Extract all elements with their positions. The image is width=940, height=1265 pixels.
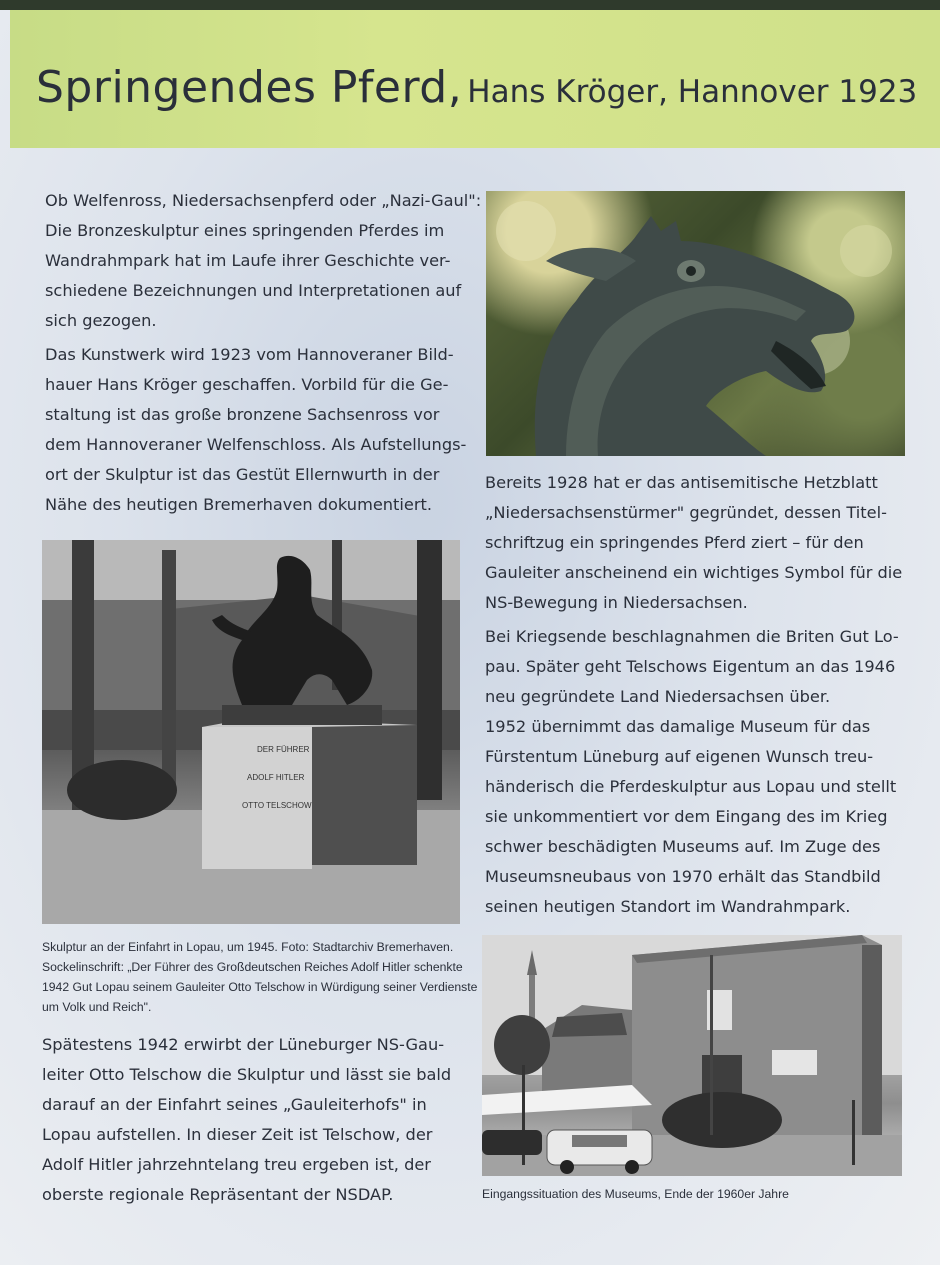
pedestal-line-1: DER FÜHRER <box>257 745 310 754</box>
text-line: schiedene Bezeichnungen und Interpretationen auf <box>45 281 462 300</box>
text-line: oberste regionale Repräsentant der NSDAP. <box>42 1185 394 1204</box>
pedestal-line-2: ADOLF HITLER <box>247 773 305 782</box>
text-line: schriftzug ein springendes Pferd ziert – für den <box>485 533 864 552</box>
top-dark-band <box>0 0 940 10</box>
museum-entrance-photo <box>482 935 902 1176</box>
text-line: Nähe des heutigen Bremerhaven dokumentiert. <box>45 495 433 514</box>
text-line: Adolf Hitler jahrzehntelang treu ergeben ist, der <box>42 1155 431 1174</box>
text-line: „Niedersachsenstürmer" gegründet, dessen Titel- <box>485 503 887 522</box>
museum-scene-drawing <box>482 935 902 1176</box>
historic-scene-drawing <box>42 540 460 924</box>
horse-head-photo <box>486 191 905 456</box>
page-title <box>36 62 917 113</box>
caption-line: Sockelinschrift: „Der Führer des Großdeutschen Reiches Adolf Hitler schenkte <box>42 960 463 974</box>
caption-line: Skulptur an der Einfahrt in Lopau, um 1945. Foto: Stadtarchiv Bremerhaven. <box>42 940 454 954</box>
text-line: Wandrahmpark hat im Laufe ihrer Geschichte ver- <box>45 251 451 270</box>
text-line: Lopau aufstellen. In dieser Zeit ist Telschow, der <box>42 1125 433 1144</box>
right-paragraph-1 <box>485 468 902 618</box>
caption-line: um Volk und Reich". <box>42 1000 152 1014</box>
text-line: hauer Hans Kröger geschaffen. Vorbild für die Ge- <box>45 375 449 394</box>
text-line: Ob Welfenross, Niedersachsenpferd oder „Nazi-Gaul": <box>45 191 482 210</box>
text-line: Das Kunstwerk wird 1923 vom Hannoveraner Bild- <box>45 345 454 364</box>
caption-historic-photo <box>42 937 477 1017</box>
text-line: ort der Skulptur ist das Gestüt Ellernwurth in der <box>45 465 440 484</box>
text-line: staltung ist das große bronzene Sachsenross vor <box>45 405 440 424</box>
text-line: Die Bronzeskulptur eines springenden Pferdes im <box>45 221 445 240</box>
horse-head-drawing <box>486 191 905 456</box>
left-paragraph-2 <box>45 340 466 520</box>
text-line: dem Hannoveraner Welfenschloss. Als Aufstellungs- <box>45 435 467 454</box>
left-paragraph-1 <box>45 186 481 336</box>
historic-sculpture-photo <box>42 540 460 924</box>
text-line: sich gezogen. <box>45 311 157 330</box>
text-line: NS-Bewegung in Niedersachsen. <box>485 593 748 612</box>
title-sub: Hans Kröger, Hannover 1923 <box>467 74 918 110</box>
text-line: Gauleiter anscheinend ein wichtiges Symbol für die <box>485 563 903 582</box>
caption-museum-photo: Eingangssituation des Museums, Ende der 1960er Jahre <box>482 1187 789 1201</box>
pedestal-line-3: OTTO TELSCHOW <box>242 801 312 810</box>
text-line: 1952 übernimmt das damalige Museum für das <box>485 717 871 736</box>
text-line: seinen heutigen Standort im Wandrahmpark. <box>485 897 851 916</box>
text-line: leiter Otto Telschow die Skulptur und lässt sie bald <box>42 1065 452 1084</box>
left-paragraph-3 <box>42 1030 451 1210</box>
text-line: Museumsneubaus von 1970 erhält das Standbild <box>485 867 881 886</box>
text-line: händerisch die Pferdeskulptur aus Lopau und stellt <box>485 777 897 796</box>
text-line: Bereits 1928 hat er das antisemitische Hetzblatt <box>485 473 878 492</box>
text-line: Spätestens 1942 erwirbt der Lüneburger NS-Gau- <box>42 1035 445 1054</box>
text-line: darauf an der Einfahrt seines „Gauleiterhofs" in <box>42 1095 427 1114</box>
text-line: Bei Kriegsende beschlagnahmen die Briten Gut Lo- <box>485 627 899 646</box>
right-paragraph-3 <box>485 712 896 922</box>
text-line: pau. Später geht Telschows Eigentum an das 1946 <box>485 657 896 676</box>
caption-line: 1942 Gut Lopau seinem Gauleiter Otto Telschow in Würdigung seiner Verdienste <box>42 980 478 994</box>
right-paragraph-2 <box>485 622 899 712</box>
text-line: Fürstentum Lüneburg auf eigenen Wunsch treu- <box>485 747 874 766</box>
text-line: neu gegründete Land Niedersachsen über. <box>485 687 831 706</box>
title-main: Springendes Pferd, <box>36 62 463 113</box>
text-line: sie unkommentiert vor dem Eingang des im Krieg <box>485 807 888 826</box>
text-line: schwer beschädigten Museums auf. Im Zuge des <box>485 837 881 856</box>
